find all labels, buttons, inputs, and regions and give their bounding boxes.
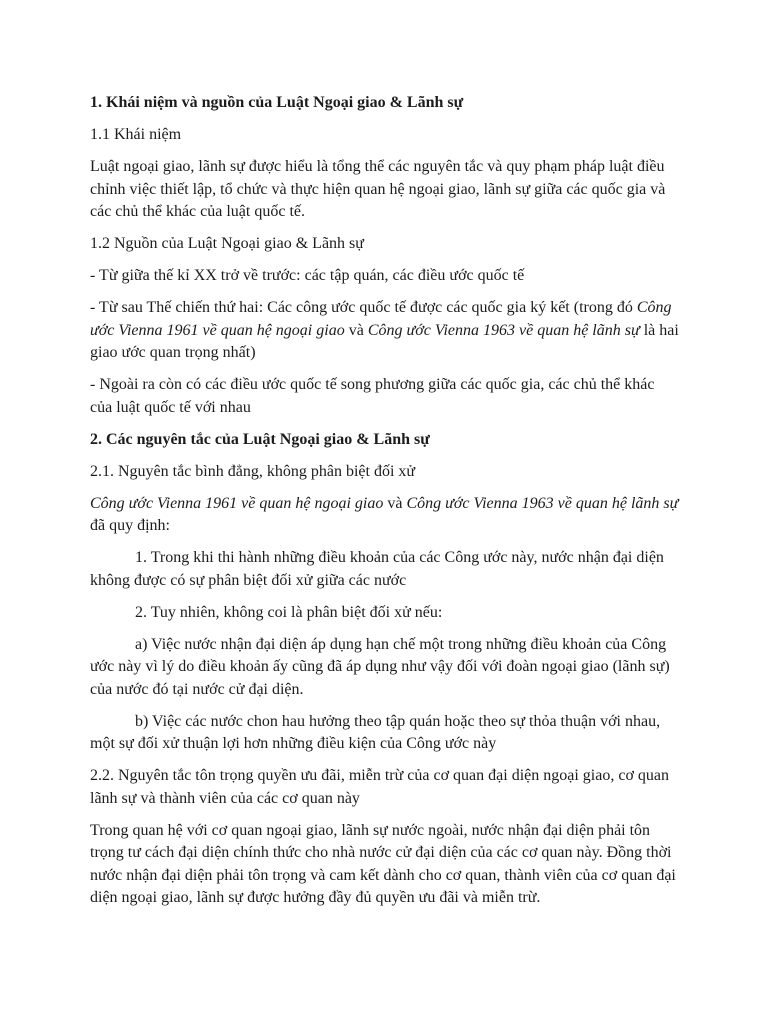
subheading-2-1: 2.1. Nguyên tắc bình đẳng, không phân biệt đối xử: [90, 462, 416, 480]
bullet-after-ww2-text-c: là hai giao ước quan trọng nhất): [90, 321, 679, 361]
bullet-after-ww2: [90, 297, 680, 365]
paragraph-conventions-text-a: và: [383, 494, 407, 512]
subheading-2-2: 2.2. Nguyên tắc tôn trọng quyền ưu đãi, miễn trừ của cơ quan đại diện ngoại giao, cơ quan lãnh sự và thành viên của các cơ quan này: [90, 767, 669, 807]
paragraph-definition: Luật ngoại giao, lãnh sự được hiểu là tổng thể các nguyên tắc và quy phạm pháp luật điều chỉnh việc thiết lập, tổ chức và thực hiện quan hệ ngoại giao, lãnh sự giữa các quốc gia và các chủ thể khác của luật quốc tế.: [90, 158, 666, 220]
quote-clause-1: 1. Trong khi thi hành những điều khoản của các Công ước này, nước nhận đại diện không được có sự phân biệt đối xử giữa các nước: [90, 549, 664, 589]
heading-2: 2. Các nguyên tắc của Luật Ngoại giao & Lãnh sự: [90, 430, 430, 448]
heading-1: 1. Khái niệm và nguồn của Luật Ngoại giao & Lãnh sự: [90, 94, 464, 111]
quote-clause-2a: a) Việc nước nhận đại diện áp dụng hạn chế một trong những điều khoản của Công ước này vì lý do điều khoản ấy cũng đã áp dụng như vậy đối với đoàn ngoại giao (lãnh sự) của nước đó tại nước cử đại diện.: [90, 635, 670, 698]
paragraph-conventions-text-b: đã quy định:: [90, 517, 170, 534]
paragraph-privileges: Trong quan hệ với cơ quan ngoại giao, lãnh sự nước ngoài, nước nhận đại diện phải tôn trọng tư cách đại diện chính thức cho nhà nước cử đại diện của các cơ quan này. Đồng thời nước nhận đại diện phải tôn trọng và cam kết dành cho cơ quan, thành viên của cơ quan đại diện ngoại giao, lãnh sự được hưởng đầy đủ quyền ưu đãi và miễn trừ.: [90, 821, 676, 906]
subheading-1-1: 1.1 Khái niệm: [90, 126, 182, 143]
paragraph-conventions: [90, 493, 680, 538]
quote-clause-2: 2. Tuy nhiên, không coi là phân biệt đối xử nếu:: [135, 603, 443, 621]
quote-clause-2b: b) Việc các nước chon hau hưởng theo tập quán hoặc theo sự thỏa thuận với nhau, một sự đối xử thuận lợi hơn những điều kiện của Công ước này: [90, 712, 661, 752]
vienna-1963-title: Công ước Vienna 1963 về quan hệ lãnh sự: [367, 321, 640, 339]
vienna-1961-title: Công ước Vienna 1961 về quan hệ ngoại giao: [90, 299, 672, 339]
bullet-after-ww2-text-a: - Từ sau Thế chiến thứ hai: Các công ước quốc tế được các quốc gia ký kết (trong đó: [90, 299, 637, 316]
vienna-1963-title: Công ước Vienna 1963 về quan hệ lãnh sự: [406, 494, 679, 512]
subheading-1-2: 1.2 Nguồn của Luật Ngoại giao & Lãnh sự: [90, 235, 364, 252]
bullet-bilateral-treaties: - Ngoài ra còn có các điều ước quốc tế song phương giữa các quốc gia, các chủ thể khác của luật quốc tế với nhau: [90, 376, 655, 416]
bullet-after-ww2-text-b: và: [344, 321, 368, 339]
vienna-1961-title: Công ước Vienna 1961 về quan hệ ngoại giao: [90, 494, 384, 512]
bullet-before-20th-century: - Từ giữa thế kỉ XX trở về trước: các tập quán, các điều ước quốc tế: [90, 267, 525, 284]
